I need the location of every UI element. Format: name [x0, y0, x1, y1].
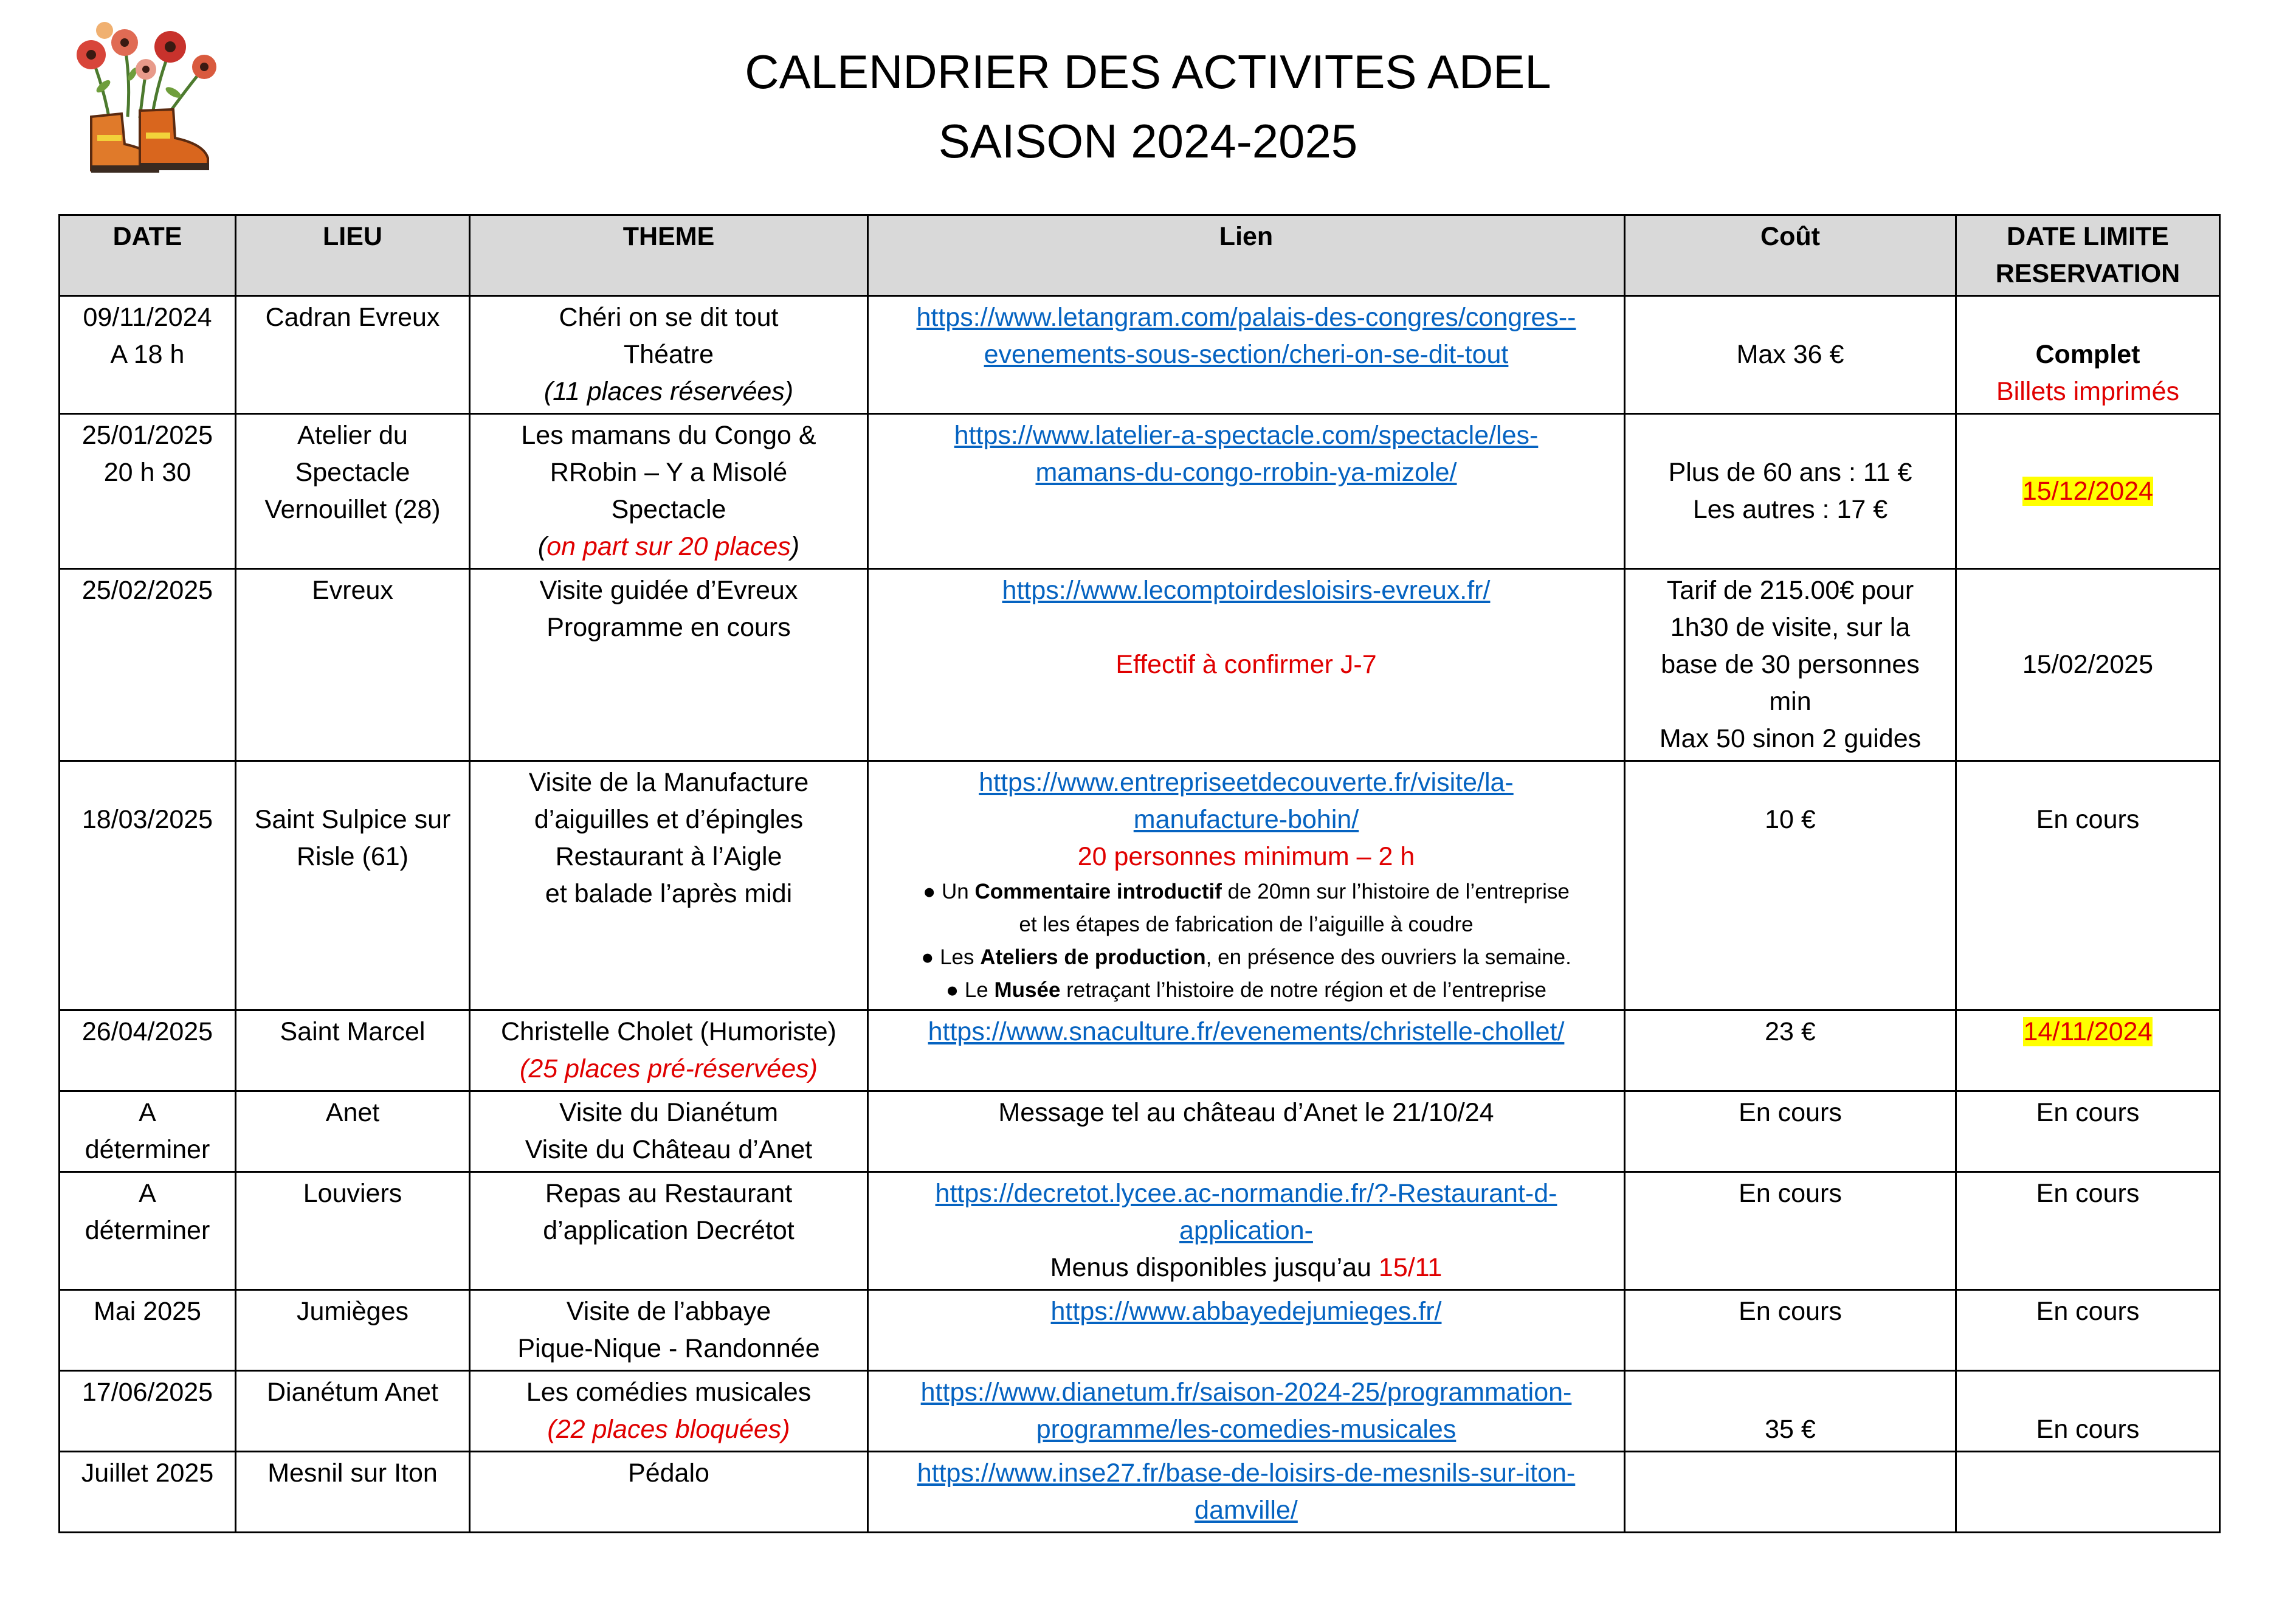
cell-lien — [868, 1371, 1625, 1452]
cell-theme: Visite du Dianétum Visite du Château d’Anet — [470, 1091, 868, 1172]
cell-cout: En cours — [1625, 1172, 1956, 1290]
table-row — [60, 414, 2220, 569]
table-row — [60, 1290, 2220, 1371]
cell-date-limite: En cours — [1956, 1290, 2220, 1371]
cell-date: 26/04/2025 — [60, 1010, 236, 1091]
cell-date: 25/01/2025 20 h 30 — [60, 414, 236, 569]
page-subtitle: SAISON 2024-2025 — [938, 114, 1358, 168]
cell-date-limite — [1956, 1010, 2220, 1091]
cell-cout: Max 36 € — [1625, 296, 1956, 414]
cell-date-limite: En cours — [1956, 761, 2220, 1010]
cell-cout: 10 € — [1625, 761, 1956, 1010]
cell-date: Mai 2025 — [60, 1290, 236, 1371]
page-title: CALENDRIER DES ACTIVITES ADEL — [745, 45, 1551, 98]
column-header-lien: Lien — [868, 215, 1625, 296]
deadline-highlight: 14/11/2024 — [2023, 1017, 2153, 1046]
bullet-item: ● Un Commentaire introductif de 20mn sur l’histoire de l’entreprise et les étapes de fabrication de l’aiguille à coudre — [923, 880, 1570, 936]
cell-date-limite — [1956, 1452, 2220, 1533]
activity-link[interactable]: https://www.dianetum.fr/saison-2024-25/programmation- programme/les-comedies-musicales — [920, 1378, 1572, 1444]
activity-link[interactable]: https://www.snaculture.fr/evenements/christelle-chollet/ — [928, 1017, 1565, 1046]
table-header-row — [60, 215, 2220, 296]
cell-cout: 23 € — [1625, 1010, 1956, 1091]
cell-lieu: Anet — [236, 1091, 470, 1172]
cell-cout: En cours — [1625, 1091, 1956, 1172]
cell-lien: https://decretot.lycee.ac-normandie.fr/?-Restaurant-d- application- Menus disponibles jusqu’au 15/11 — [868, 1172, 1625, 1290]
cell-cout: Tarif de 215.00€ pour 1h30 de visite, sur la base de 30 personnes min Max 50 sinon 2 guides — [1625, 569, 1956, 761]
cell-cout: En cours — [1625, 1290, 1956, 1371]
table-row — [60, 1091, 2220, 1172]
cell-date: A déterminer — [60, 1091, 236, 1172]
cell-theme: Chéri on se dit tout Théatre (11 places réservées) — [470, 296, 868, 414]
cell-lien — [868, 1290, 1625, 1371]
activity-link[interactable]: https://www.latelier-a-spectacle.com/spectacle/les- mamans-du-congo-rrobin-ya-mizole/ — [954, 421, 1539, 487]
column-header-date: DATE — [60, 215, 236, 296]
table-row — [60, 1452, 2220, 1533]
cell-lieu: Saint Sulpice sur Risle (61) — [236, 761, 470, 1010]
cell-lien: Message tel au château d’Anet le 21/10/24 — [868, 1091, 1625, 1172]
cell-lieu: Evreux — [236, 569, 470, 761]
bullet-item: ● Les Ateliers de production, en présence des ouvriers la semaine. — [921, 945, 1571, 969]
cell-date: 17/06/2025 — [60, 1371, 236, 1452]
column-header-theme: THEME — [470, 215, 868, 296]
cell-lien — [868, 1010, 1625, 1091]
cell-lieu: Jumièges — [236, 1290, 470, 1371]
cell-lien: https://www.entrepriseetdecouverte.fr/visite/la- manufacture-bohin/ 20 personnes minimum – 2 h ● Un Commentaire introductif de 20mn sur l’histoire de l’entreprise et les étapes de fabrication de l’aiguille à coudre ● Les Ateliers de production, en présence des ouvriers la semaine. ● Le Musée retraçant l’histoire de notre région et de l’entreprise — [868, 761, 1625, 1010]
cell-lieu: Mesnil sur Iton — [236, 1452, 470, 1533]
cell-date: 18/03/2025 — [60, 761, 236, 1010]
cell-lieu: Atelier du Spectacle Vernouillet (28) — [236, 414, 470, 569]
cell-date-limite: En cours — [1956, 1371, 2220, 1452]
bullet-item: ● Le Musée retraçant l’histoire de notre région et de l’entreprise — [945, 978, 1547, 1002]
cell-theme: Pédalo — [470, 1452, 868, 1533]
activity-link[interactable]: https://www.lecomptoirdesloisirs-evreux.fr/ — [1002, 576, 1491, 605]
cell-date: Juillet 2025 — [60, 1452, 236, 1533]
activity-link[interactable]: https://www.entrepriseetdecouverte.fr/visite/la- manufacture-bohin/ — [979, 768, 1514, 834]
cell-theme: Repas au Restaurant d’application Decrétot — [470, 1172, 868, 1290]
cell-date: 25/02/2025 — [60, 569, 236, 761]
cell-date: 09/11/2024 A 18 h — [60, 296, 236, 414]
cell-lieu: Louviers — [236, 1172, 470, 1290]
column-header-lieu: LIEU — [236, 215, 470, 296]
cell-lieu: Cadran Evreux — [236, 296, 470, 414]
cell-theme: Les comédies musicales (22 places bloquées) — [470, 1371, 868, 1452]
cell-date-limite: Complet Billets imprimés — [1956, 296, 2220, 414]
cell-theme: Les mamans du Congo & RRobin – Y a Misolé Spectacle (on part sur 20 places) — [470, 414, 868, 569]
activity-link[interactable]: https://decretot.lycee.ac-normandie.fr/?-Restaurant-d- application- — [935, 1179, 1557, 1245]
table-row — [60, 569, 2220, 761]
cell-lieu: Dianétum Anet — [236, 1371, 470, 1452]
cell-date-limite: 15/02/2025 — [1956, 569, 2220, 761]
table-row — [60, 1371, 2220, 1452]
cell-cout: 35 € — [1625, 1371, 1956, 1452]
cell-theme: Visite de l’abbaye Pique-Nique - Randonnée — [470, 1290, 868, 1371]
table-row — [60, 1172, 2220, 1290]
cell-date: A déterminer — [60, 1172, 236, 1290]
activities-table — [58, 214, 2221, 1533]
cell-date-limite: En cours — [1956, 1091, 2220, 1172]
cell-theme: Christelle Cholet (Humoriste) (25 places pré-réservées) — [470, 1010, 868, 1091]
cell-cout — [1625, 1452, 1956, 1533]
column-header-cout: Coût — [1625, 215, 1956, 296]
cell-date-limite — [1956, 414, 2220, 569]
cell-lien — [868, 414, 1625, 569]
deadline-highlight: 15/12/2024 — [2022, 476, 2154, 506]
table-row — [60, 296, 2220, 414]
table-row — [60, 1010, 2220, 1091]
cell-cout: Plus de 60 ans : 11 € Les autres : 17 € — [1625, 414, 1956, 569]
activity-link[interactable]: https://www.letangram.com/palais-des-congres/congres-- evenements-sous-section/cheri-on-se-dit-tout — [916, 303, 1576, 369]
activity-link[interactable]: https://www.inse27.fr/base-de-loisirs-de-mesnils-sur-iton- damville/ — [917, 1458, 1576, 1525]
cell-theme: Visite guidée d’Evreux Programme en cours — [470, 569, 868, 761]
table-row — [60, 761, 2220, 1010]
cell-lien: https://www.lecomptoirdesloisirs-evreux.fr/ Effectif à confirmer J-7 — [868, 569, 1625, 761]
cell-lien — [868, 1452, 1625, 1533]
column-header-date-limite: DATE LIMITE RESERVATION — [1956, 215, 2220, 296]
cell-date-limite: En cours — [1956, 1172, 2220, 1290]
cell-lien — [868, 296, 1625, 414]
cell-theme: Visite de la Manufacture d’aiguilles et d’épingles Restaurant à l’Aigle et balade l’après midi — [470, 761, 868, 1010]
activity-link[interactable]: https://www.abbayedejumieges.fr/ — [1050, 1297, 1442, 1326]
cell-lieu: Saint Marcel — [236, 1010, 470, 1091]
